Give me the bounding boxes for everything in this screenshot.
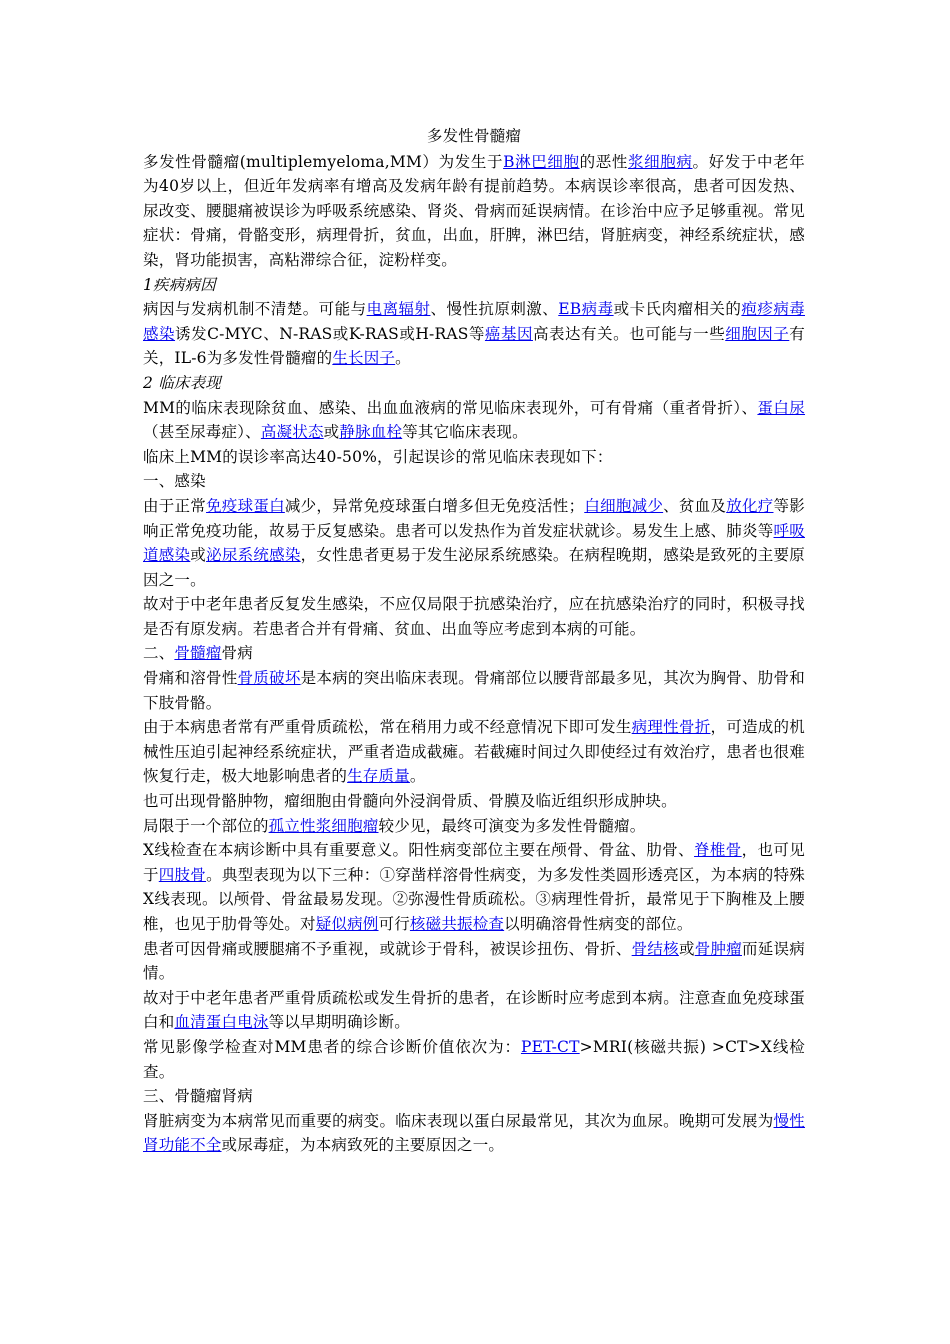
section-heading — [143, 273, 805, 298]
paragraph — [143, 838, 805, 936]
term-link[interactable]: 癌基因 — [484, 324, 533, 343]
term-link[interactable]: 慢性肾功能不全 — [143, 1111, 805, 1155]
term-link[interactable]: 核磁共振检查 — [409, 915, 505, 933]
term-link[interactable]: EB病毒 — [558, 300, 614, 319]
text-run: X线检查在本病诊断中具有重要意义。阳性病变部位主要在颅骨、骨盆、肋骨、 — [143, 841, 695, 860]
text-run: 可行 — [378, 915, 410, 933]
term-link[interactable]: 放化疗 — [726, 496, 774, 515]
text-run: ，女性患者更易于发生泌尿系统感染。在病程晚期，感染是致死的主要原因之一。 — [143, 546, 805, 589]
term-link[interactable]: B淋巴细胞 — [503, 152, 580, 171]
text-run: 。 — [395, 349, 411, 368]
document-page — [143, 124, 805, 1158]
term-link[interactable]: 骨质破坏 — [237, 669, 301, 688]
text-run: 。典型表现为以下三种：①穿凿样溶骨性病变，为多发性类圆形透亮区，为本病的特殊X线表现。以颅骨、骨盆最易发现。②弥漫性骨质疏松。③病理性骨折，最常见于下胸椎及上腰椎，也见于肋骨等处。对 — [143, 865, 805, 933]
text-run: 患者可因骨痛或腰腿痛不予重视，或就诊于骨科，被误诊扭伤、骨折、 — [143, 939, 632, 958]
term-link[interactable]: 疑似病例 — [315, 915, 379, 933]
term-link[interactable]: 骨髓瘤 — [174, 644, 222, 663]
term-link[interactable]: 高凝状态 — [260, 423, 324, 442]
paragraph — [143, 592, 805, 641]
term-link[interactable]: 骨肿瘤 — [694, 939, 742, 958]
text-run: 等以早期明确诊断。 — [268, 1013, 410, 1032]
paragraph — [143, 469, 805, 494]
paragraph — [143, 494, 805, 592]
term-link[interactable]: 孤立性浆细胞瘤 — [268, 816, 379, 835]
text-run: 故对于中老年患者反复发生感染，不应仅局限于抗感染治疗，应在抗感染治疗的同时，积极寻找是否有原发病。若患者合并有骨痛、贫血、出血等应考虑到本病的可能。 — [143, 595, 805, 638]
text-run: 等影响正常免疫功能，故易于反复感染。患者可以发热作为首发症状就诊。易发生上感、肺炎等 — [143, 496, 805, 540]
text-run: 二、 — [143, 644, 175, 663]
text-run: 、慢性抗原刺激、 — [430, 300, 559, 319]
text-run: 由于本病患者常有严重骨质疏松，常在稍用力或不经意情况下即可发生 — [143, 718, 632, 737]
text-run: 的恶性 — [579, 152, 628, 171]
term-link[interactable]: 血清蛋白电泳 — [174, 1013, 269, 1032]
term-link[interactable]: 泌尿系统感染 — [206, 546, 301, 565]
text-run: 由于正常 — [143, 496, 207, 515]
text-run: 或 — [323, 423, 340, 442]
text-run: 多发性骨髓瘤(multiplemyeloma,MM）为发生于 — [143, 152, 504, 171]
term-link[interactable]: 生长因子 — [332, 349, 396, 368]
paragraph — [143, 641, 805, 666]
text-run: 骨痛和溶骨性 — [143, 669, 238, 688]
term-link[interactable]: 生存质量 — [347, 767, 410, 786]
text-run: 。 — [409, 767, 426, 786]
term-link[interactable]: 四肢骨 — [158, 865, 207, 884]
text-run: >MRI(核磁共振) >CT>X线检查。 — [143, 1037, 806, 1081]
text-run: 、贫血及 — [663, 496, 727, 515]
paragraph — [143, 715, 805, 789]
term-link[interactable]: PET-CT — [520, 1037, 580, 1056]
text-run: 以明确溶骨性病变的部位。 — [504, 915, 693, 933]
text-run: MM的临床表现除贫血、感染、出血血液病的常见临床表现外，可有骨痛（重者骨折）、 — [143, 398, 758, 417]
text-run: 较少见，最终可演变为多发性骨髓瘤。 — [378, 816, 646, 835]
term-link[interactable]: 白细胞减少 — [584, 496, 664, 515]
text-run: ，可造成的机械性压迫引起神经系统症状，严重者造成截瘫。若截瘫时间过久即使经过有效治疗，患者也很难恢复行走，极大地影响患者的 — [143, 718, 805, 786]
text-run: 诱发C-MYC、N-RAS或K-RAS或H-RAS等 — [175, 324, 485, 343]
term-link[interactable]: 细胞因子 — [725, 324, 790, 343]
text-run: 减少，异常免疫球蛋白增多但无免疫活性； — [284, 496, 585, 515]
term-link[interactable]: 疱疹病毒感染 — [143, 300, 805, 343]
text-run: 等其它临床表现。 — [402, 423, 528, 442]
document-body — [143, 150, 805, 1158]
paragraph — [143, 666, 805, 715]
term-link[interactable]: 脊椎骨 — [694, 841, 742, 860]
text-run: 一、感染 — [143, 472, 206, 491]
text-run: 1疾病病因 — [143, 275, 216, 294]
term-link[interactable]: 蛋白尿 — [757, 398, 806, 417]
text-run: 有关，IL-6为多发性骨髓瘤的 — [143, 324, 805, 368]
paragraph — [143, 396, 805, 445]
text-run: 。好发于中老年为40岁以上，但近年发病率有增高及发病年龄有提前趋势。本病误诊率很高，患者可因发热、尿改变、腰腿痛被误诊为呼吸系统感染、肾炎、骨病而延误病情。在诊治中应予足够重视。常见症状：骨痛，骨骼变形，病理骨折，贫血，出血，肝脾，淋巴结，肾脏病变，神经系统症状，感染，肾功能损害，高粘滞综合征，淀粉样变。 — [143, 152, 805, 269]
text-run: 是本病的突出临床表现。骨痛部位以腰背部最多见，其次为胸骨、肋骨和下肢骨骼。 — [143, 669, 805, 712]
text-run: 骨病 — [221, 644, 253, 663]
paragraph — [143, 1109, 805, 1158]
text-run: 临床上MM的误诊率高达40-50%，引起误诊的常见临床表现如下： — [143, 447, 613, 466]
paragraph — [143, 789, 805, 814]
term-link[interactable]: 浆细胞病 — [628, 152, 693, 171]
text-run: 局限于一个部位的 — [143, 816, 269, 835]
term-link[interactable]: 免疫球蛋白 — [206, 496, 285, 515]
document-title: 多发性骨髓瘤 — [426, 127, 522, 145]
paragraph — [143, 1035, 805, 1084]
text-run: 或尿毒症，为本病致死的主要原因之一。 — [221, 1136, 505, 1155]
text-run: 故对于中老年患者严重骨质疏松或发生骨折的患者，在诊断时应考虑到本病。注意查血免疫球蛋白和 — [143, 988, 805, 1032]
section-heading — [143, 371, 805, 396]
term-link[interactable]: 病理性骨折 — [631, 718, 711, 737]
text-run: 也可出现骨骼肿物，瘤细胞由骨髓向外浸润骨质、骨膜及临近组织形成肿块。 — [143, 792, 677, 811]
text-run: 或 — [190, 546, 207, 565]
text-run: 而延误病情。 — [143, 939, 805, 983]
paragraph — [143, 150, 805, 273]
paragraph — [143, 445, 805, 470]
term-link[interactable]: 骨结核 — [631, 939, 679, 958]
term-link[interactable]: 静脉血栓 — [339, 423, 403, 442]
paragraph — [143, 814, 805, 839]
text-run: 肾脏病变为本病常见而重要的病变。临床表现以蛋白尿最常见，其次为血尿。晚期可发展为 — [143, 1111, 774, 1130]
paragraph — [143, 986, 805, 1035]
text-run: 或 — [678, 939, 695, 958]
text-run: 或卡氏肉瘤相关的 — [613, 300, 742, 319]
text-run: 常见影像学检查对MM患者的综合诊断价值依次为： — [143, 1037, 521, 1056]
text-run: 三、骨髓瘤肾病 — [143, 1087, 253, 1106]
paragraph — [143, 937, 805, 986]
paragraph — [143, 297, 805, 371]
text-run: 2 临床表现 — [143, 373, 221, 392]
text-run: 病因与发病机制不清楚。可能与 — [143, 300, 367, 319]
term-link[interactable]: 电离辐射 — [366, 300, 431, 319]
text-run: 高表达有关。也可能与一些 — [532, 324, 726, 343]
paragraph — [143, 1084, 805, 1109]
text-run: （甚至尿毒症）、 — [143, 423, 261, 442]
text-run: ，也可见于 — [143, 841, 805, 884]
term-link[interactable]: 呼吸道感染 — [143, 521, 805, 565]
